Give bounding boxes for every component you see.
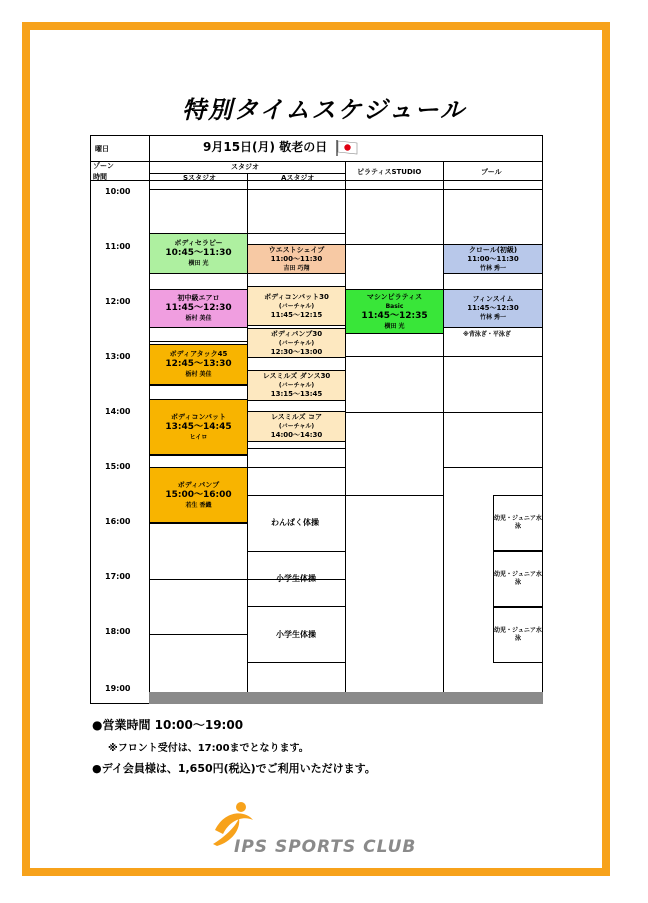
class-body-combat[interactable]	[149, 399, 248, 455]
class-instructor: 横田 光	[188, 260, 209, 267]
time-14: 14:00	[105, 407, 131, 416]
time-17: 17:00	[105, 572, 131, 581]
class-body-therapy[interactable]	[149, 233, 248, 274]
class-instructor: 竹林 秀一	[479, 314, 507, 321]
time-18: 18:00	[105, 627, 131, 636]
class-time: 15:00～16:00	[165, 489, 232, 500]
col-s-studio: Sスタジオ	[183, 174, 217, 182]
class-instructor: 栃村 美佳	[185, 315, 212, 322]
class-instructor: ヒイロ	[189, 433, 208, 441]
class-body-pump-30[interactable]	[247, 328, 346, 358]
class-name: 初中級エアロ	[177, 294, 220, 302]
class-time: 10:45～11:30	[165, 248, 232, 258]
class-crawl[interactable]	[443, 244, 543, 274]
class-instructor: 若生 香織	[185, 501, 212, 509]
col-a-studio: Aスタジオ	[281, 174, 315, 182]
class-name: ウエストシェイプ	[268, 245, 325, 254]
class-time: 14:00～14:30	[270, 431, 323, 439]
class-name: ボディセラピー	[174, 239, 223, 247]
class-body-pump[interactable]	[149, 467, 248, 523]
class-time: 11:00～11:30	[270, 254, 323, 263]
class-kids-gym-2: 小学生体操	[276, 630, 316, 639]
class-body-combat-30[interactable]	[247, 286, 346, 326]
closing-bar	[149, 692, 543, 704]
class-name: レスミルズ コア	[270, 413, 323, 421]
brand-name: IPS SPORTS CLUB	[234, 837, 417, 857]
class-sub: Basic	[385, 302, 404, 310]
business-hours: ●営業時間 10:00～19:00	[92, 718, 244, 732]
class-time: 11:45～12:30	[467, 304, 519, 312]
class-name: クロール(初級)	[468, 245, 518, 254]
class-instructor: 横田 光	[384, 322, 405, 330]
class-name: レスミルズ ダンス30	[262, 372, 331, 380]
class-kids-swim-3[interactable]	[493, 607, 543, 663]
time-19: 19:00	[105, 684, 131, 693]
class-instructor: 吉田 巧翔	[283, 264, 310, 272]
class-sub: (バーチャル)	[278, 382, 315, 389]
class-sub: (バーチャル)	[278, 339, 315, 347]
page-title: 特別タイムスケジュール	[181, 96, 467, 124]
class-sub: (バーチャル)	[278, 302, 315, 310]
class-sub: (バーチャル)	[278, 423, 315, 430]
pool-note: ※背泳ぎ・平泳ぎ	[463, 331, 511, 338]
class-name: ボディパンプ30	[270, 329, 323, 338]
class-instructor: 竹林 秀一	[479, 264, 507, 272]
class-dance-30[interactable]	[247, 370, 346, 401]
time-16: 16:00	[105, 517, 131, 526]
class-kids-swim-1[interactable]	[493, 495, 543, 551]
class-kids-swim-2[interactable]	[493, 551, 543, 607]
class-name: 幼児・ジュニア水泳	[494, 515, 542, 530]
class-machine-pilates[interactable]	[345, 289, 444, 334]
class-name: マシンピラティス	[366, 292, 423, 301]
class-time: 12:30～13:00	[270, 347, 323, 356]
class-name: フィンスイム	[472, 295, 514, 303]
class-aerobics[interactable]	[149, 289, 248, 328]
class-name: ボディコンバット	[171, 412, 226, 421]
time-11: 11:00	[105, 242, 131, 251]
class-waist-shape[interactable]	[247, 244, 346, 274]
class-time: 11:45～12:30	[165, 303, 232, 313]
class-core[interactable]	[247, 411, 346, 442]
time-10: 10:00	[105, 187, 131, 196]
class-time: 11:45～12:35	[361, 310, 428, 321]
class-name: 幼児・ジュニア水泳	[494, 627, 542, 642]
class-instructor: 栃村 美佳	[185, 371, 212, 378]
schedule-table	[90, 135, 543, 704]
front-desk-note: ※フロント受付は、17:00までとなります。	[108, 743, 309, 754]
class-time: 12:45～13:30	[165, 359, 232, 369]
col-pool: プール	[481, 168, 502, 176]
time-label: 時間	[93, 173, 107, 181]
class-time: 13:45～14:45	[165, 421, 232, 432]
time-15: 15:00	[105, 462, 131, 471]
time-13: 13:00	[105, 352, 131, 361]
class-name: ボディパンプ	[177, 480, 220, 489]
class-name: ボディアタック45	[169, 350, 228, 358]
class-time: 13:15～13:45	[270, 390, 323, 398]
zone-label: ゾーン	[93, 162, 114, 170]
class-name: 幼児・ジュニア水泳	[494, 571, 542, 586]
class-time: 11:45～12:15	[270, 310, 323, 319]
day-member-note: ●デイ会員様は、1,650円(税込)でご利用いただけます。	[92, 762, 376, 775]
japan-flag-icon	[335, 139, 359, 157]
date-label: 9月15日(月) 敬老の日	[203, 138, 359, 157]
class-time: 11:00～11:30	[467, 254, 519, 263]
studio-group-label: スタジオ	[231, 163, 259, 171]
class-body-attack[interactable]	[149, 344, 248, 385]
class-fin-swim[interactable]	[443, 289, 543, 328]
class-wanpaku: わんぱく体操	[271, 518, 319, 527]
col-pilates: ピラティスSTUDIO	[357, 168, 422, 176]
time-12: 12:00	[105, 297, 131, 306]
class-name: ボディコンバット30	[264, 292, 329, 301]
day-label: 曜日	[95, 145, 109, 153]
class-kids-gym-1: 小学生体操	[276, 574, 316, 583]
